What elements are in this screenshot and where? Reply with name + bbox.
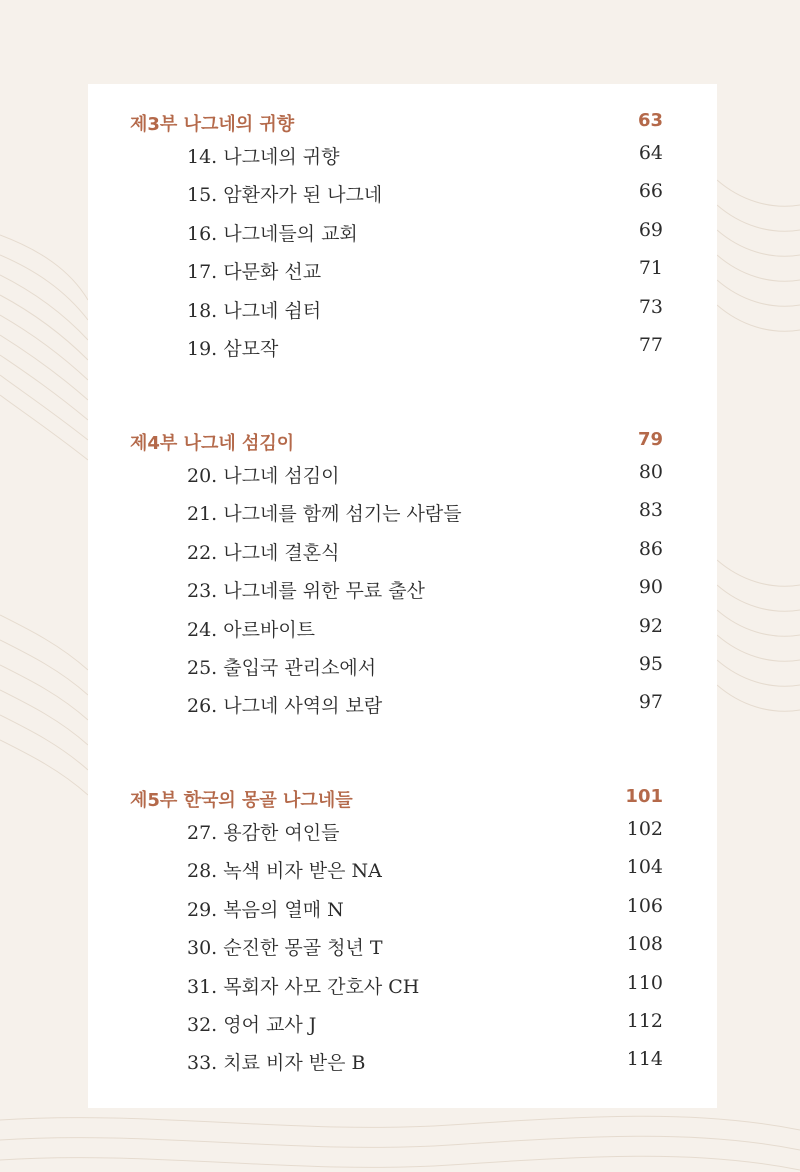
entry-title: 29. 복음의 열매 N — [187, 898, 344, 921]
entry-page-number: 83 — [638, 499, 663, 522]
entry-title: 18. 나그네 쉼터 — [187, 299, 322, 322]
entry-page-number: 90 — [638, 576, 663, 599]
part-heading[interactable] — [88, 425, 717, 455]
entry-title: 23. 나그네를 위한 무료 출산 — [187, 580, 425, 603]
toc-entry[interactable] — [88, 455, 717, 493]
toc-entry[interactable] — [88, 927, 717, 965]
entry-title: 22. 나그네 결혼식 — [187, 541, 340, 564]
part-page-number: 79 — [637, 429, 663, 450]
part-title: 제3부 나그네의 귀향 — [130, 114, 295, 135]
part-title: 제4부 나그네 섬김이 — [130, 433, 295, 454]
toc-entry[interactable] — [88, 647, 717, 685]
entry-title: 15. 암환자가 된 나그네 — [187, 184, 383, 207]
entry-page-number: 73 — [638, 295, 663, 318]
entry-page-number: 69 — [638, 218, 663, 241]
entry-title: 19. 삼모작 — [187, 337, 279, 360]
entry-page-number: 114 — [626, 1048, 663, 1071]
toc-entry[interactable] — [88, 136, 717, 174]
entry-page-number: 97 — [638, 691, 663, 714]
entry-page-number: 110 — [626, 971, 663, 994]
entry-title: 27. 용감한 여인들 — [187, 822, 340, 844]
toc-page — [88, 84, 717, 1108]
entry-page-number: 106 — [626, 894, 663, 917]
entry-page-number: 66 — [638, 180, 663, 203]
toc-entry[interactable] — [88, 570, 717, 608]
entry-title: 16. 나그네들의 교회 — [187, 222, 358, 245]
part-page-number: 101 — [625, 786, 663, 807]
entry-title: 30. 순진한 몽골 청년 T — [187, 937, 383, 960]
entry-page-number: 95 — [638, 652, 663, 675]
toc-entry[interactable] — [88, 685, 717, 723]
toc-section-part-4 — [88, 425, 717, 724]
entry-title: 21. 나그네를 함께 섬기는 사람들 — [187, 503, 462, 526]
entry-title: 14. 나그네의 귀향 — [187, 146, 340, 168]
toc-entry[interactable] — [88, 966, 717, 1004]
part-heading[interactable] — [88, 782, 717, 812]
entry-page-number: 64 — [638, 142, 663, 164]
entry-title: 28. 녹색 비자 받은 NA — [187, 860, 382, 883]
entry-page-number: 71 — [638, 257, 663, 280]
toc-entry[interactable] — [88, 290, 717, 328]
entry-title: 20. 나그네 섬김이 — [187, 465, 340, 487]
entry-title: 25. 출입국 관리소에서 — [187, 656, 377, 679]
entry-title: 26. 나그네 사역의 보람 — [187, 695, 383, 718]
toc-entry[interactable] — [88, 213, 717, 251]
entry-title: 31. 목회자 사모 간호사 CH — [187, 975, 420, 998]
toc-entry[interactable] — [88, 251, 717, 289]
entry-title: 24. 아르바이트 — [187, 618, 316, 641]
toc-entry[interactable] — [88, 889, 717, 927]
toc-entry[interactable] — [88, 532, 717, 570]
toc-section-part-5 — [88, 782, 717, 1081]
toc-section-part-3 — [88, 106, 717, 366]
entry-page-number: 102 — [626, 818, 663, 840]
entry-page-number: 108 — [626, 933, 663, 956]
toc-entry[interactable] — [88, 812, 717, 850]
toc-entry[interactable] — [88, 850, 717, 888]
part-heading[interactable] — [88, 106, 717, 136]
part-page-number: 63 — [637, 110, 663, 131]
entry-page-number: 112 — [626, 1009, 663, 1032]
toc-entry[interactable] — [88, 493, 717, 531]
entry-page-number: 104 — [626, 856, 663, 879]
toc-entry[interactable] — [88, 1042, 717, 1080]
part-title: 제5부 한국의 몽골 나그네들 — [130, 790, 353, 811]
toc-entry[interactable] — [88, 174, 717, 212]
entry-title: 33. 치료 비자 받은 B — [187, 1052, 366, 1075]
entry-title: 32. 영어 교사 J — [187, 1013, 317, 1036]
toc-entry[interactable] — [88, 609, 717, 647]
toc-entry[interactable] — [88, 1004, 717, 1042]
entry-page-number: 77 — [638, 333, 663, 356]
entry-page-number: 92 — [638, 614, 663, 637]
entry-title: 17. 다문화 선교 — [187, 261, 322, 284]
entry-page-number: 80 — [638, 461, 663, 483]
entry-page-number: 86 — [638, 537, 663, 560]
toc-entry[interactable] — [88, 328, 717, 366]
